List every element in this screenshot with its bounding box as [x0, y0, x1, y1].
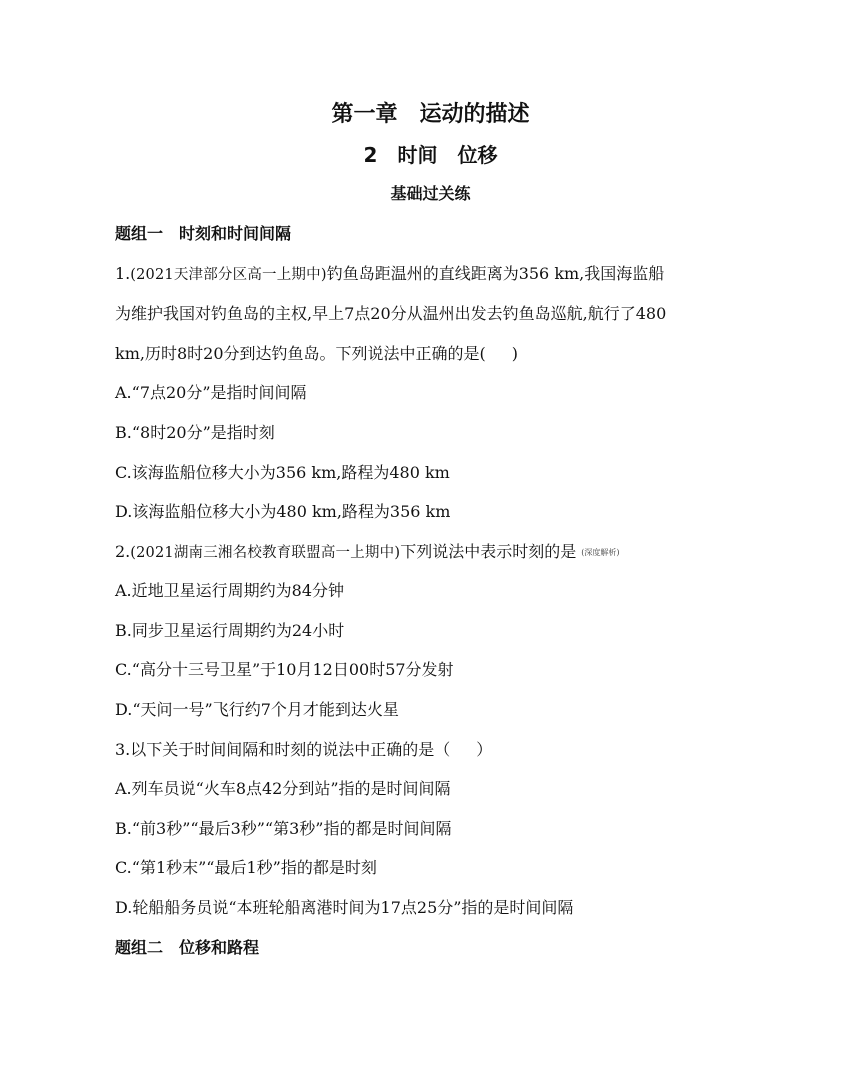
- q3-option-a: A.列车员说“火车8点42分到站”指的是时间间隔: [115, 779, 451, 798]
- deep-analysis-tag: (深度解析): [581, 548, 620, 557]
- q2-option-b: B.同步卫星运行周期约为24小时: [115, 621, 345, 640]
- q3-stem: 3.以下关于时间间隔和时刻的说法中正确的是（: [115, 740, 451, 759]
- q2-option-d: D.“天问一号”飞行约7个月才能到达火星: [115, 700, 399, 719]
- group-heading-2: 题组二 位移和路程: [115, 938, 260, 957]
- q1-stem-1: 钓鱼岛距温州的直线距离为356 km,我国海监船: [326, 264, 665, 283]
- q1-source: (2021天津部分区高一上期中): [130, 267, 327, 283]
- group-heading-1: 题组一 时刻和时间间隔: [115, 224, 292, 243]
- q3-line-1: [115, 737, 492, 760]
- q2-source: (2021湖南三湘名校教育联盟高一上期中): [130, 545, 401, 561]
- q1-paren-close: ): [511, 344, 518, 363]
- section-title: 2 时间 位移: [363, 143, 498, 167]
- exercise-subtitle: 基础过关练: [390, 184, 471, 203]
- q1-number: 1.: [115, 264, 131, 283]
- q2-option-a: A.近地卫星运行周期约为84分钟: [115, 581, 345, 600]
- q1-stem-3: km,历时8时20分到达钓鱼岛。下列说法中正确的是(: [115, 344, 486, 363]
- q3-option-c: C.“第1秒末”“最后1秒”指的都是时刻: [115, 858, 377, 877]
- chapter-title: 第一章 运动的描述: [331, 102, 530, 127]
- q1-option-d: D.该海监船位移大小为480 km,路程为356 km: [115, 502, 451, 521]
- q3-paren-close: ）: [476, 740, 493, 759]
- q1-option-b: B.“8时20分”是指时刻: [115, 423, 275, 442]
- q3-option-d: D.轮船船务员说“本班轮船离港时间为17点25分”指的是时间间隔: [115, 898, 574, 917]
- q1-option-c: C.该海监船位移大小为356 km,路程为480 km: [115, 463, 450, 482]
- q1-line-2: 为维护我国对钓鱼岛的主权,早上7点20分从温州出发去钓鱼岛巡航,航行了480: [115, 304, 667, 323]
- q2-line-1: [115, 539, 620, 562]
- q1-line-1: [115, 261, 664, 284]
- q1-line-3: [115, 341, 518, 364]
- q1-option-a: A.“7点20分”是指时间间隔: [115, 383, 307, 402]
- q2-number: 2.: [115, 542, 131, 561]
- q2-stem: 下列说法中表示时刻的是: [400, 542, 577, 561]
- q3-option-b: B.“前3秒”“最后3秒”“第3秒”指的都是时间间隔: [115, 819, 452, 838]
- q2-option-c: C.“高分十三号卫星”于10月12日00时57分发射: [115, 660, 454, 679]
